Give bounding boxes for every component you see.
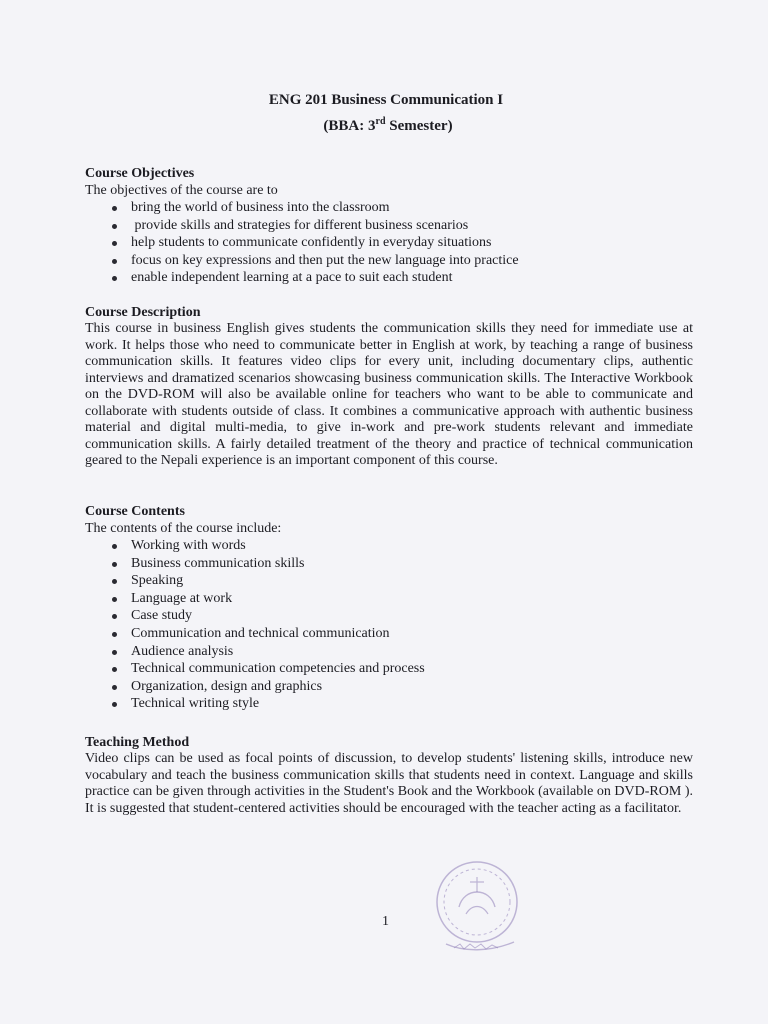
list-item: focus on key expressions and then put the new language into practice [85, 252, 695, 270]
objectives-intro: The objectives of the course are to [85, 183, 278, 198]
description-paragraph: This course in business English gives students the communication skills they need for immediate use at work. It helps those who need to communicate better in English at work, by teaching a range of business communication skills. It features video clips for every unit, including documentary clips, authentic interviews and dramatized scenarios showcasing business communication skills. The Interactive Workbook on the DVD-ROM will also be available online for teachers who want to be able to communicate and collaborate with students outside of class. It combines a communicative approach with authentic business material and digital multi-media, to give in-work and pre-work students relevant and immediate communication skills. A fairly detailed treatment of the theory and practice of technical communication geared to the Nepali experience is an important component of this course. [85, 321, 693, 468]
list-item: enable independent learning at a pace to suit each student [85, 269, 695, 287]
list-item: Working with words [85, 537, 695, 555]
objectives-heading: Course Objectives [85, 166, 195, 181]
contents-intro: The contents of the course include: [85, 521, 282, 536]
list-item: Case study [85, 607, 695, 625]
course-objectives-section [85, 165, 695, 287]
list-item: Audience analysis [85, 643, 695, 661]
list-item: Communication and technical communication [85, 625, 695, 643]
page-number: 1 [382, 914, 389, 929]
contents-heading: Course Contents [85, 504, 185, 519]
course-contents-section [85, 503, 695, 713]
objectives-list [85, 199, 695, 287]
contents-list [85, 537, 695, 713]
list-item: Technical writing style [85, 695, 695, 713]
subtitle-superscript: rd [375, 116, 386, 127]
course-description-section [85, 304, 695, 470]
list-item: Technical communication competencies and process [85, 660, 695, 678]
subtitle-suffix: Semester) [385, 118, 453, 134]
list-item: Organization, design and graphics [85, 678, 695, 696]
teaching-method-section [85, 734, 695, 817]
list-item: Language at work [85, 590, 695, 608]
list-item: Speaking [85, 572, 695, 590]
subtitle-prefix: (BBA: 3 [323, 118, 376, 134]
description-heading: Course Description [85, 305, 201, 320]
teaching-heading: Teaching Method [85, 735, 190, 750]
seal-stamp-icon [424, 852, 530, 958]
course-title: ENG 201 Business Communication I [268, 92, 504, 108]
list-item: Business communication skills [85, 555, 695, 573]
list-item: bring the world of business into the classroom [85, 199, 695, 217]
course-subtitle [4, 116, 768, 135]
list-item: help students to communicate confidently in everyday situations [85, 234, 695, 252]
teaching-paragraph: Video clips can be used as focal points of discussion, to develop students' listening skills, introduce new vocabulary and teach the business communication skills that students need in context. Language and skills practice can be given through activities in the Student's Book and the Workbook (available on DVD-ROM ). It is suggested that student-centered activities should be encouraged with the teacher acting as a facilitator. [85, 751, 693, 816]
list-item: provide skills and strategies for different business scenarios [85, 217, 695, 235]
